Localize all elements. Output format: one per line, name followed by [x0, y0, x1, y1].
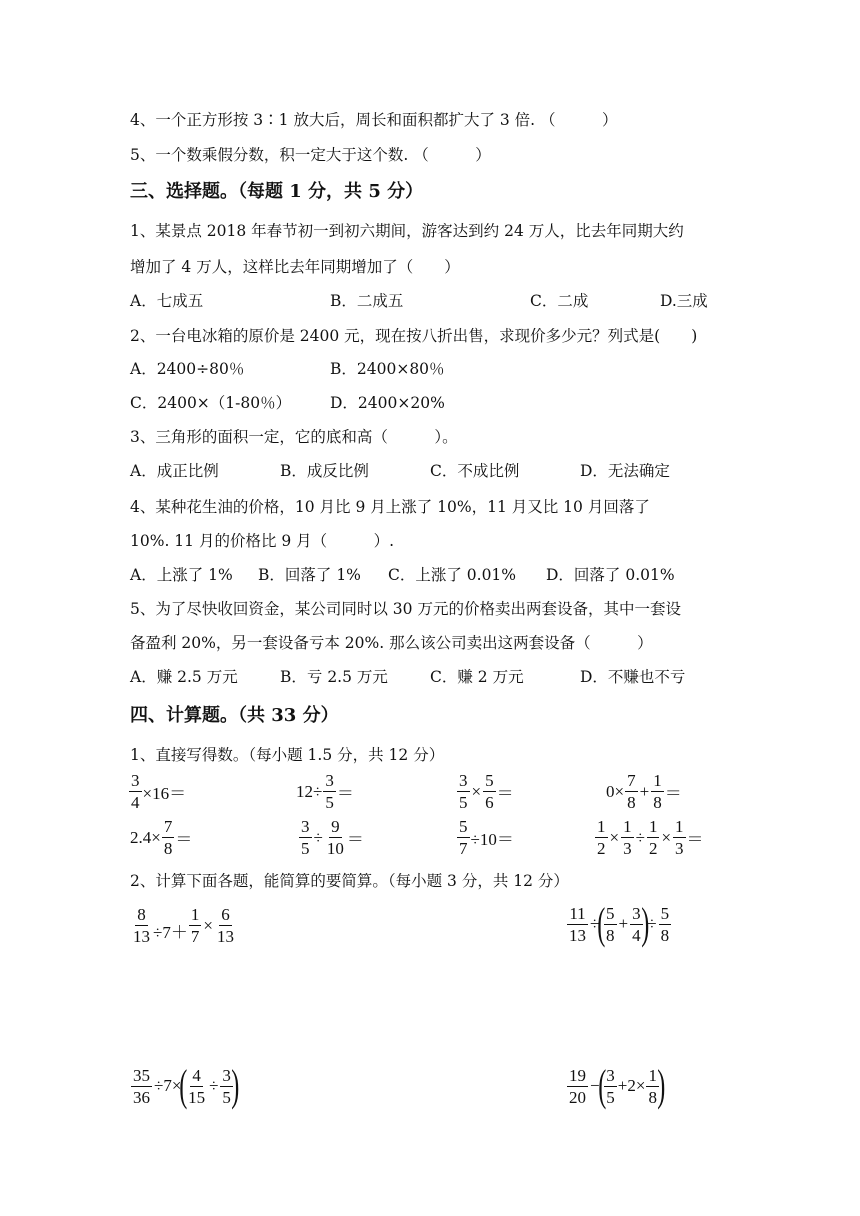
calc-2: 12÷ $\frac{3}{5}$ ＝: [296, 771, 354, 812]
s3-q1-option-d: D.三成: [660, 292, 708, 310]
judge-q5: 5、一个数乘假分数，积一定大于这个数. （ ）: [130, 146, 491, 164]
s3-q3-option-d: D．无法确定: [580, 462, 670, 480]
section4-heading: 四、计算题。（共 33 分）: [130, 705, 339, 726]
s4-part1-title: 1、直接写得数。（每小题 1.5 分，共 12 分）: [130, 746, 445, 764]
s3-q2-option-b: B．2400×80％: [330, 360, 445, 378]
simplify-1: $\frac{8}{13}$ ÷7＋ $\frac{1}{7}$ × $\frac{6}{13}$: [133, 905, 234, 946]
calc-4: 0× $\frac{7}{8}$ + $\frac{1}{8}$ ＝: [606, 771, 682, 812]
s3-q5-line2: 备盈利 20%，另一套设备亏本 20%. 那么该公司卖出这两套设备（ ）: [130, 634, 653, 652]
s3-q1-line2: 增加了 4 万人，这样比去年同期增加了（ ）: [130, 258, 460, 276]
s3-q5-option-d: D．不赚也不亏: [580, 668, 686, 686]
simplify-4: 19 20 − ( 3 5 +2× $\frac{1}{8}$ ): [569, 1061, 666, 1110]
judge-q4: 4、一个正方形按 3∶1 放大后，周长和面积都扩大了 3 倍. （ ）: [130, 111, 618, 129]
s3-q4-option-a: A．上涨了 1%: [130, 566, 233, 584]
s3-q1-option-c: C．二成: [530, 292, 589, 310]
calc-8: $\frac{1}{2}$ × $\frac{1}{3}$ ÷ $\frac{1}{2}$ × $\frac{1}{3}$ ＝: [597, 817, 704, 858]
s3-q4-line1: 4、某种花生油的价格，10 月比 9 月上涨了 10%，11 月又比 10 月回落了: [130, 498, 650, 516]
s3-q3-line1: 3、三角形的面积一定，它的底和高（ ）。: [130, 428, 458, 446]
s3-q2-option-c: C．2400×（1-80％）: [130, 394, 292, 412]
simplify-3: $\frac{35}{36}$ ÷7× ( $\frac{4}{15}$ ÷ $\frac{3}{5}$ ): [133, 1061, 240, 1110]
calc-1: $\frac{3}{4}$ ×16＝: [131, 771, 187, 812]
s3-q5-line1: 5、为了尽快收回资金，某公司同时以 30 万元的价格卖出两套设备，其中一套设: [130, 600, 681, 618]
calc-3: $\frac{3}{5}$ × $\frac{5}{6}$ ＝: [459, 771, 514, 812]
simplify-2: $\frac{11}{13}$ ÷ ( 5 8 + $\frac{3}{4}$ ) ÷ $\frac{5}{8}$: [569, 899, 670, 948]
s3-q4-option-b: B．回落了 1%: [258, 566, 361, 584]
s3-q5-option-c: C．赚 2 万元: [430, 668, 524, 686]
calc-6: $\frac{3}{5}$ ÷ $\frac{9}{10}$ ＝: [301, 817, 364, 858]
s3-q1-option-a: A．七成五: [130, 292, 204, 310]
s3-q4-line2: 10%. 11 月的价格比 9 月（ ）.: [130, 532, 395, 550]
s3-q2-line1: 2、一台电冰箱的原价是 2400 元，现在按八折出售，求现价多少元？列式是( ): [130, 327, 698, 345]
calc-5: 2.4× $\frac{7}{8}$ ＝: [130, 817, 193, 858]
s3-q3-option-b: B．成反比例: [280, 462, 369, 480]
s3-q5-option-b: B．亏 2.5 万元: [280, 668, 388, 686]
s3-q2-option-a: A．2400÷80％: [130, 360, 245, 378]
s4-part2-title: 2、计算下面各题，能简算的要简算。（每小题 3 分，共 12 分）: [130, 872, 569, 890]
s3-q1-option-b: B．二成五: [330, 292, 404, 310]
s3-q4-option-d: D．回落了 0.01%: [546, 566, 675, 584]
s3-q5-option-a: A．赚 2.5 万元: [130, 668, 238, 686]
s3-q1-line1: 1、某景点 2018 年春节初一到初六期间，游客达到约 24 万人，比去年同期大约: [130, 222, 684, 240]
calc-7: $\frac{5}{7}$ ÷10＝: [459, 817, 514, 858]
s3-q2-option-d: D．2400×20%: [330, 394, 445, 412]
s3-q3-option-a: A．成正比例: [130, 462, 219, 480]
s3-q4-option-c: C．上涨了 0.01%: [388, 566, 517, 584]
section3-heading: 三、选择题。（每题 1 分，共 5 分）: [130, 181, 424, 202]
s3-q3-option-c: C．不成比例: [430, 462, 520, 480]
